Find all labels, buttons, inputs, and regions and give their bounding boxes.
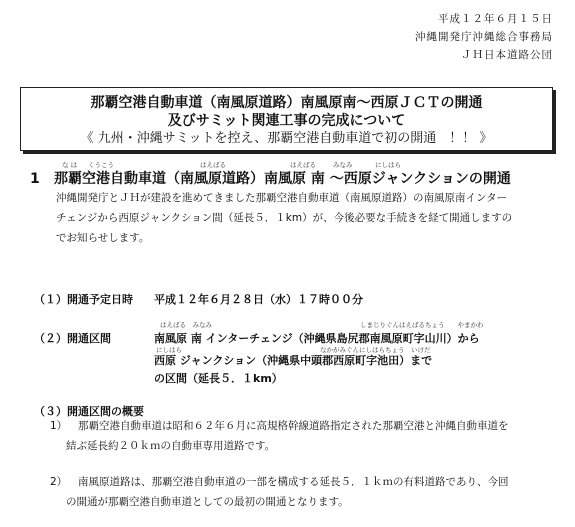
area-line-3: の区間（延長５．１km） bbox=[154, 372, 283, 385]
paragraph-line: でお知らせします。 bbox=[56, 232, 150, 244]
furigana-naha: な は bbox=[62, 161, 78, 169]
title-line-2: 及びサミット関連工事の完成について bbox=[167, 113, 406, 129]
overview-item-2-number: 2） bbox=[50, 476, 68, 488]
furigana-kuukou: くうこう bbox=[88, 161, 114, 169]
area-line-2: 西原 ジャンクション（沖縄県中頭郡西原町字池田）まで bbox=[154, 354, 433, 367]
overview-item-1-line-2: 結ぶ延長約２０ｋｍの自動車専用道路です。 bbox=[66, 440, 276, 452]
furigana-address-1: しまじりぐんはえばるちょう やまかわ bbox=[360, 321, 484, 329]
issuing-corporation: ＪＨ日本道路公団 bbox=[461, 49, 553, 61]
title-box bbox=[20, 87, 553, 151]
section-1-title: 那覇空港自動車道（南風原道路）南風原 南 ～西原ジャンクションの開通 bbox=[54, 171, 511, 187]
furigana-haebaru-minami: はえばる みなみ bbox=[160, 321, 212, 329]
title-line-1: 那覇空港自動車道（南風原道路）南風原南～西原ＪＣＴの開通 bbox=[90, 95, 483, 111]
overview-item-1-line-1: 那覇空港自動車道は昭和６２年６月に高規格幹線道路指定された那覇空港と沖縄自動車道を bbox=[78, 420, 509, 432]
paragraph-line: チェンジから西原ジャンクション間（延長５．１km）が、今後必要な手続きを経て開通しますの bbox=[56, 212, 513, 224]
section-1-heading bbox=[30, 168, 511, 188]
section-1-number: 1 bbox=[30, 171, 40, 187]
overview-item-2-line-1: 南風原道路は、那覇空港自動車道の一部を構成する延長５．１ｋｍの有料道路であり、今回 bbox=[78, 476, 509, 488]
furigana-nishihara-2: にしはら bbox=[156, 346, 182, 354]
schedule-value: 平成１２年６月２８日（水）１７時００分 bbox=[154, 293, 363, 306]
furigana-haebaru-2: はえばる bbox=[290, 161, 316, 169]
issue-date: 平成１２年６月１５日 bbox=[438, 13, 553, 25]
furigana-nishihara: にしはら bbox=[375, 161, 401, 169]
issuing-office: 沖縄開発庁沖縄総合事務局 bbox=[415, 31, 553, 43]
area-label: （２）開通区間 bbox=[34, 332, 111, 345]
furigana-minami: みなみ bbox=[333, 161, 353, 169]
paragraph-line: 沖縄開発庁とＪＨが建設を進めてきました那覇空港自動車道（南風原道路）の南風原南インター bbox=[56, 192, 508, 204]
furigana-address-2: なかがみぐんにしはらちょう いけだ bbox=[320, 346, 431, 354]
overview-item-1-number: 1） bbox=[50, 420, 68, 432]
overview-label: （３）開通区間の概要 bbox=[34, 405, 144, 418]
schedule-label: （１）開通予定日時 bbox=[34, 293, 133, 306]
header-block bbox=[415, 10, 553, 64]
title-line-3: 《 九州・沖縄サミットを控え、那覇空港自動車道で初の開通 ！！ 》 bbox=[80, 131, 493, 146]
area-line-1: 南風原 南 インターチェンジ（沖縄県島尻郡南風原町字山川）から bbox=[154, 332, 480, 345]
section-1-paragraph bbox=[56, 188, 556, 248]
furigana-haebaru-1: はえばる bbox=[200, 161, 226, 169]
overview-item-2-line-2: の開通が那覇空港自動車道としての最初の開通となります。 bbox=[66, 496, 349, 508]
